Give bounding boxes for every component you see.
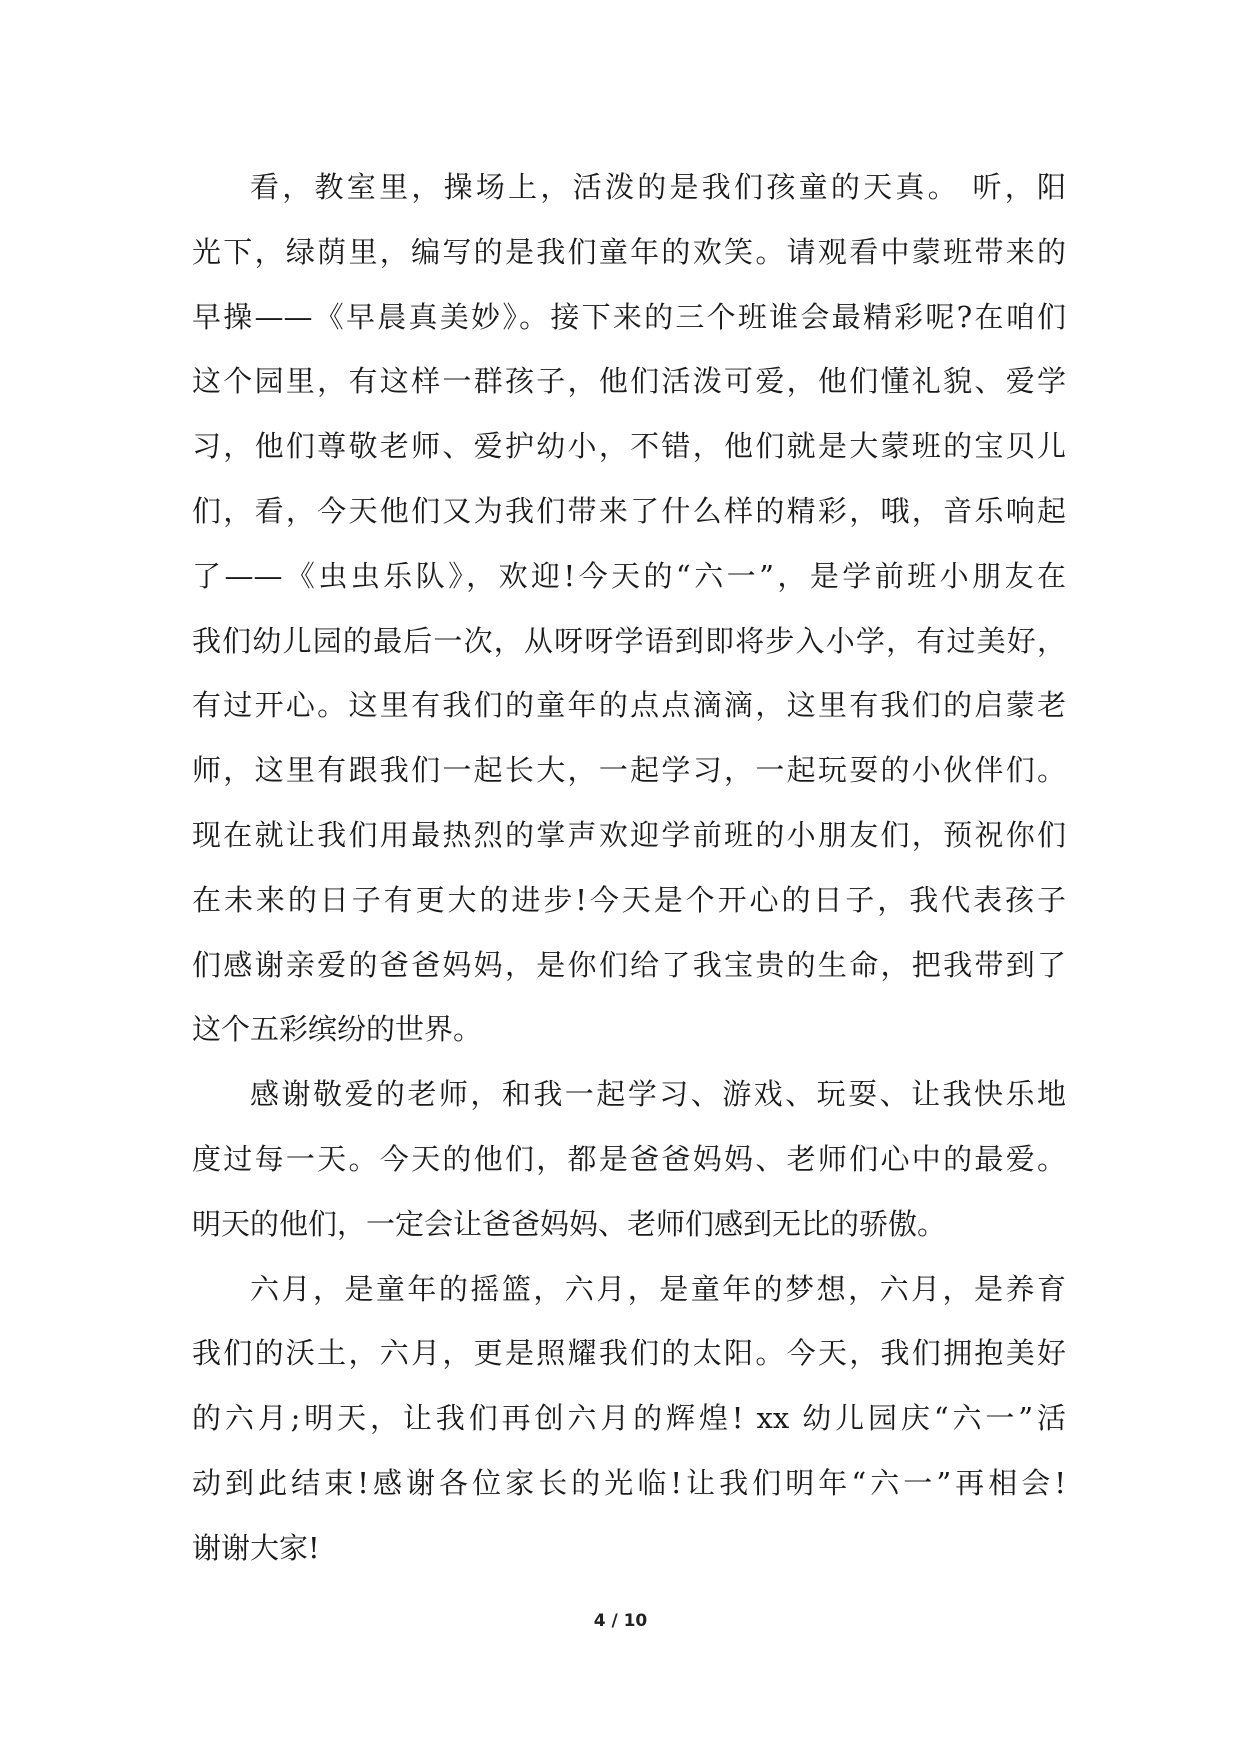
text-line: 我们幼儿园的最后一次，从呀呀学语到即将步入小学，有过美好， (192, 623, 1066, 658)
text-line: 的六月;明天，让我们再创六月的辉煌! xx 幼儿园庆“六一”活 (192, 1401, 1066, 1436)
text-line: 早操——《早晨真美妙》。接下来的三个班谁会最精彩呢?在咱们 (192, 299, 1066, 334)
text-line: 有过开心。这里有我们的童年的点点滴滴，这里有我们的启蒙老 (192, 688, 1066, 723)
paragraph-1 (192, 155, 1066, 1062)
text-line: 谢谢大家! (192, 1530, 320, 1565)
text-line: 六月，是童年的摇篮，六月，是童年的梦想，六月，是养育 (250, 1271, 1066, 1306)
text-line: 光下，绿荫里，编写的是我们童年的欢笑。请观看中蒙班带来的 (192, 234, 1066, 269)
paragraph-3 (192, 1257, 1066, 1581)
text-line: 习，他们尊敬老师、爱护幼小，不错，他们就是大蒙班的宝贝儿 (192, 429, 1066, 464)
text-line: 我们的沃土，六月，更是照耀我们的太阳。今天，我们拥抱美好 (192, 1336, 1066, 1371)
text-line: 动到此结束!感谢各位家长的光临!让我们明年“六一”再相会! (192, 1465, 1066, 1500)
text-line: 师，这里有跟我们一起长大，一起学习，一起玩耍的小伙伴们。 (192, 753, 1066, 788)
text-line: 们感谢亲爱的爸爸妈妈，是你们给了我宝贵的生命，把我带到了 (192, 947, 1066, 982)
text-line: 感谢敬爱的老师，和我一起学习、游戏、玩耍、让我快乐地 (250, 1077, 1066, 1112)
text-line: 这个五彩缤纷的世界。 (192, 1012, 483, 1047)
document-body (192, 155, 1066, 1581)
text-line: 看，教室里，操场上，活泼的是我们孩童的天真。 听，阳 (250, 170, 1066, 204)
paragraph-2 (192, 1062, 1066, 1256)
text-line: 们，看，今天他们又为我们带来了什么样的精彩，哦，音乐响起 (192, 493, 1066, 528)
text-line: 度过每一天。今天的他们，都是爸爸妈妈、老师们心中的最爱。 (192, 1141, 1066, 1176)
text-line: 了——《虫虫乐队》，欢迎!今天的“六一”，是学前班小朋友在 (192, 558, 1066, 593)
text-line: 明天的他们，一定会让爸爸妈妈、老师们感到无比的骄傲。 (192, 1206, 947, 1241)
text-line: 现在就让我们用最热烈的掌声欢迎学前班的小朋友们，预祝你们 (192, 817, 1066, 852)
text-line: 这个园里，有这样一群孩子，他们活泼可爱，他们懂礼貌、爱学 (192, 364, 1066, 399)
text-line: 在未来的日子有更大的进步!今天是个开心的日子，我代表孩子 (192, 882, 1066, 917)
page-number: 4 / 10 (593, 1611, 648, 1631)
